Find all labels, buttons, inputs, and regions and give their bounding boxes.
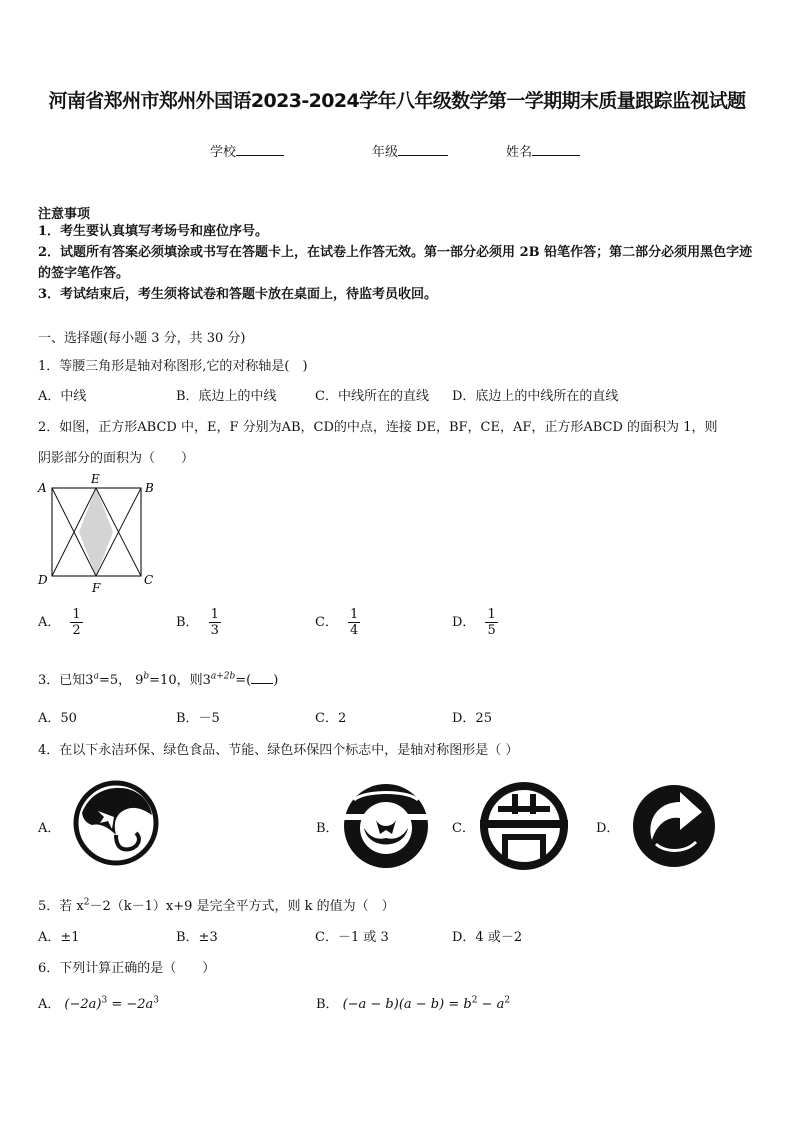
q2-stem-line1: 2．如图，正方形ABCD 中，E，F 分别为AB，CD的中点，连接 DE，BF，CE，AF，正方形ABCD 的面积为 1，则 (38, 420, 718, 435)
energy-saving-logo (478, 780, 570, 872)
label-b: B (145, 481, 154, 495)
grade-field (372, 141, 448, 160)
q2-option-a[interactable] (38, 607, 83, 638)
q3-close: ) (273, 673, 279, 688)
q4-option-d-letter[interactable]: D． (596, 821, 620, 836)
grade-label: 年级 (372, 145, 399, 160)
q3-tail: =( (235, 673, 252, 688)
q4-stem: 4．在以下永洁环保、绿色食品、节能、绿色环保四个标志中，是轴对称图形是（ ） (38, 743, 519, 758)
q3-exp1: a (93, 671, 99, 682)
q3-base1: 3 (85, 673, 94, 688)
q1-option-c[interactable]: C．中线所在的直线 (315, 389, 429, 404)
name-label: 姓名 (506, 145, 533, 160)
q6-a-exp2: 3 (153, 995, 159, 1006)
denominator: 2 (72, 623, 81, 638)
square-figure (34, 472, 164, 596)
q5-stem (38, 895, 395, 914)
label-e: E (91, 472, 100, 486)
q5-option-a[interactable]: A．±1 (38, 930, 80, 945)
q6-a-exp: 3 (101, 995, 108, 1006)
q6-a-lhs: (−2a) (64, 997, 102, 1012)
q5-option-d[interactable]: D．4 或－2 (452, 930, 523, 945)
fraction (70, 607, 82, 638)
option-letter: C． (315, 615, 338, 630)
q3-exp3: a+2b (210, 671, 236, 682)
name-field (506, 141, 580, 160)
label-c: C (144, 573, 154, 587)
notes-item-1: 1．考生要认真填写考场号和座位序号。 (38, 224, 269, 239)
q3-option-c[interactable]: C．2 (315, 711, 347, 726)
q3-cond1: =5， (98, 673, 132, 688)
notes-item-3: 3．考试结束后，考生须将试卷和答题卡放在桌面上，待监考员收回。 (38, 287, 438, 302)
q5-stem-post: －2（k－1）x+9 是完全平方式，则 k 的值为（ ） (89, 899, 395, 914)
q3-option-a[interactable]: A．50 (38, 711, 77, 726)
q4-option-b-letter[interactable]: B． (316, 821, 339, 836)
q2-option-d[interactable] (452, 607, 498, 638)
q3-base2: 9 (135, 673, 144, 688)
school-label: 学校 (210, 145, 237, 160)
q1-option-a[interactable]: A．中线 (38, 389, 87, 404)
q3-cond2: =10，则 (149, 673, 203, 688)
numerator: 1 (487, 607, 496, 622)
q3-option-d[interactable]: D．25 (452, 711, 492, 726)
q1-stem: 1．等腰三角形是轴对称图形,它的对称轴是( ) (38, 359, 308, 374)
notes-heading: 注意事项 (38, 207, 91, 222)
grade-blank[interactable] (398, 143, 448, 156)
option-letter: B． (316, 997, 339, 1012)
q3-prefix: 3．已知 (38, 673, 86, 688)
section-heading: 一、选择题(每小题 3 分，共 30 分) (38, 331, 246, 346)
q6-b-mid: − a (477, 997, 505, 1012)
numerator: 1 (210, 607, 219, 622)
q3-exp2: b (143, 671, 150, 682)
q6-b-exp2: 2 (504, 995, 511, 1006)
q6-a-rhs: = −2a (107, 997, 154, 1012)
q6-stem: 6．下列计算正确的是（ ） (38, 961, 216, 976)
denominator: 4 (349, 623, 359, 638)
option-letter: D． (452, 615, 476, 630)
denominator: 5 (487, 623, 496, 638)
green-recycle-logo (628, 780, 720, 872)
label-d: D (38, 573, 48, 587)
eco-clean-logo (70, 777, 162, 869)
fraction (485, 607, 497, 638)
option-letter: B． (176, 615, 199, 630)
q4-option-c-letter[interactable]: C． (452, 821, 475, 836)
green-food-logo (340, 780, 432, 872)
numerator: 1 (72, 607, 81, 622)
q4-option-a-letter[interactable]: A． (38, 821, 61, 836)
q6-b-exp: 2 (471, 995, 478, 1006)
denominator: 3 (210, 623, 219, 638)
q5-stem-pre: 5．若 x (38, 899, 84, 914)
q3-stem (38, 669, 278, 688)
school-field (210, 141, 284, 160)
q3-option-b[interactable]: B．－5 (176, 711, 220, 726)
option-letter: A． (38, 615, 61, 630)
numerator: 1 (349, 607, 359, 622)
fraction (348, 607, 360, 638)
notes-item-2: 2．试题所有答案必须填涂或书写在答题卡上，在试卷上作答无效。第一部分必须用 2B 铅笔作答；第二部分必须用黑色字迹的签字笔作答。 (38, 245, 753, 281)
q5-option-b[interactable]: B．±3 (176, 930, 218, 945)
q1-option-d[interactable]: D．底边上的中线所在的直线 (452, 389, 619, 404)
q6-b-lhs: (−a − b)(a − b) = b (342, 997, 472, 1012)
fraction (209, 607, 221, 638)
option-letter: A． (38, 997, 61, 1012)
label-a: A (38, 481, 47, 495)
q2-option-c[interactable] (315, 607, 360, 638)
q5-exponent: 2 (83, 897, 90, 908)
q6-option-b[interactable] (316, 993, 510, 1012)
page-title: 河南省郑州市郑州外国语2023-2024学年八年级数学第一学期期末质量跟踪监视试题 (48, 90, 746, 112)
q2-stem-line2: 阴影部分的面积为（ ） (38, 451, 195, 466)
school-blank[interactable] (236, 143, 284, 156)
q3-answer-blank[interactable] (251, 671, 273, 684)
q1-option-b[interactable]: B．底边上的中线 (176, 389, 277, 404)
label-f: F (92, 581, 101, 595)
q6-option-a[interactable] (38, 993, 159, 1012)
name-blank[interactable] (532, 143, 580, 156)
q2-option-b[interactable] (176, 607, 221, 638)
q3-base3: 3 (202, 673, 211, 688)
q5-option-c[interactable]: C．－1 或 3 (315, 930, 389, 945)
shaded-region (79, 488, 113, 576)
